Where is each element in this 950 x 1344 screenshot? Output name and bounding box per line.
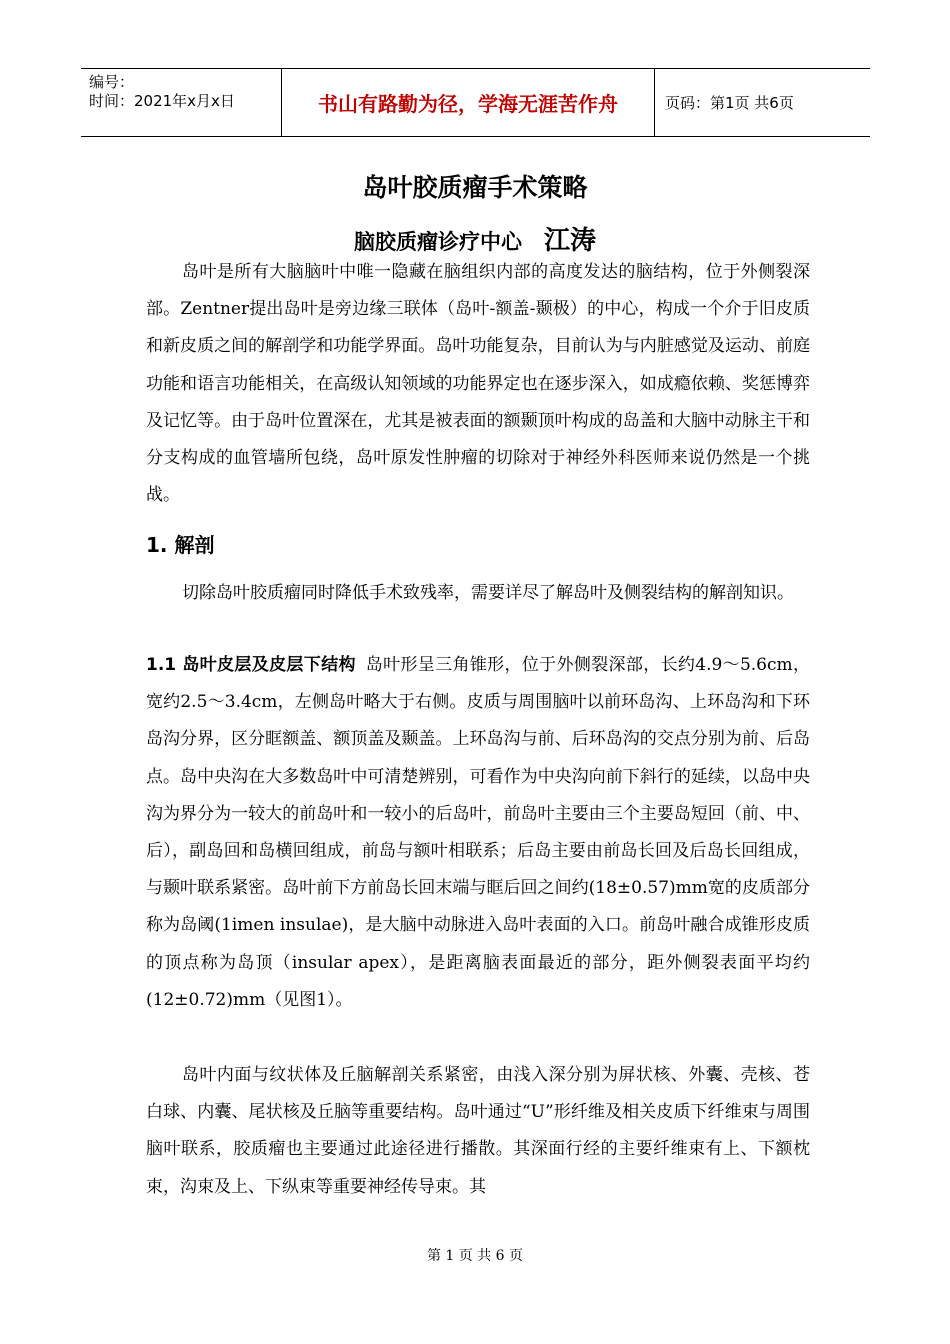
subsection-1-1-text: 岛叶形呈三角锥形，位于外侧裂深部，长约4.9～5.6cm，宽约2.5～3.4cm，左侧岛叶略大于右侧。皮质与周围脑叶以前环岛沟、上环岛沟和下环岛沟分界，区分眶额盖、额顶盖及颞盖。上环岛沟与前、后环岛沟的交点分别为前、后岛点。岛中央沟在大多数岛叶中可清楚辨别，可看作为中央沟向前下斜行的延续，以岛中央沟为界分为一较大的前岛叶和一较小的后岛叶，前岛叶主要由三个主要岛短回（前、中、后），副岛回和岛横回组成，前岛与额叶相联系；后岛主要由前岛长回及后岛长回组成，与颞叶联系紧密。岛叶前下方前岛长回末端与眶后回之间约(18±0.57)mm宽的皮质部分称为岛阈(1imen insulae)，是大脑中动脉进入岛叶表面的入口。前岛叶融合成锥形皮质的顶点称为岛顶（insular apex），是距离脑表面最近的部分，距外侧裂表面平均约(12±0.72)mm（见图1）。 [146,655,810,1010]
section-1-heading: 1. 解剖 [146,533,215,557]
subsection-1-1 [146,647,810,1019]
time-label: 时间：2021年x月x日 [89,92,235,110]
header-motto: 书山有路勤为径，学海无涯苦作舟 [282,69,655,136]
department: 脑胶质瘤诊疗中心 [353,230,522,254]
header-page-info: 页码：第1页 共6页 [665,94,794,112]
document-title: 岛叶胶质瘤手术策略 [362,173,588,202]
header-meta [81,69,282,136]
number-label: 编号： [89,73,135,91]
author: 江涛 [543,226,596,256]
subsection-1-1-heading: 1.1 岛叶皮层及皮层下结构 [146,655,356,675]
section-1-intro: 切除岛叶胶质瘤同时降低手术致残率，需要详尽了解岛叶及侧裂结构的解剖知识。 [182,583,794,603]
document-byline [0,220,950,257]
page-header [81,68,870,137]
deep-structure-paragraph: 岛叶内面与纹状体及丘脑解剖关系紧密，由浅入深分别为屏状核、外囊、壳核、苍白球、内囊、尾状核及丘脑等重要结构。岛叶通过“U”形纤维及相关皮质下纤维束与周围脑叶联系，胶质瘤也主要通过此途径进行播散。其深面行经的主要纤维束有上、下额枕束，沟束及上、下纵束等重要神经传导束。其 [146,1065,810,1197]
page-footer: 第 1 页 共 6 页 [426,1248,524,1264]
intro-paragraph: 岛叶是所有大脑脑叶中唯一隐藏在脑组织内部的高度发达的脑结构，位于外侧裂深部。Zentner提出岛叶是旁边缘三联体（岛叶-额盖-颞极）的中心，构成一个介于旧皮质和新皮质之间的解剖学和功能学界面。岛叶功能复杂，目前认为与内脏感觉及运动、前庭功能和语言功能相关，在高级认知领域的功能界定也在逐步深入，如成瘾依赖、奖惩博弈及记忆等。由于岛叶位置深在，尤其是被表面的额颞顶叶构成的岛盖和大脑中动脉主干和分支构成的血管墙所包绕，岛叶原发性肿瘤的切除对于神经外科医师来说仍然是一个挑战。 [146,262,810,506]
